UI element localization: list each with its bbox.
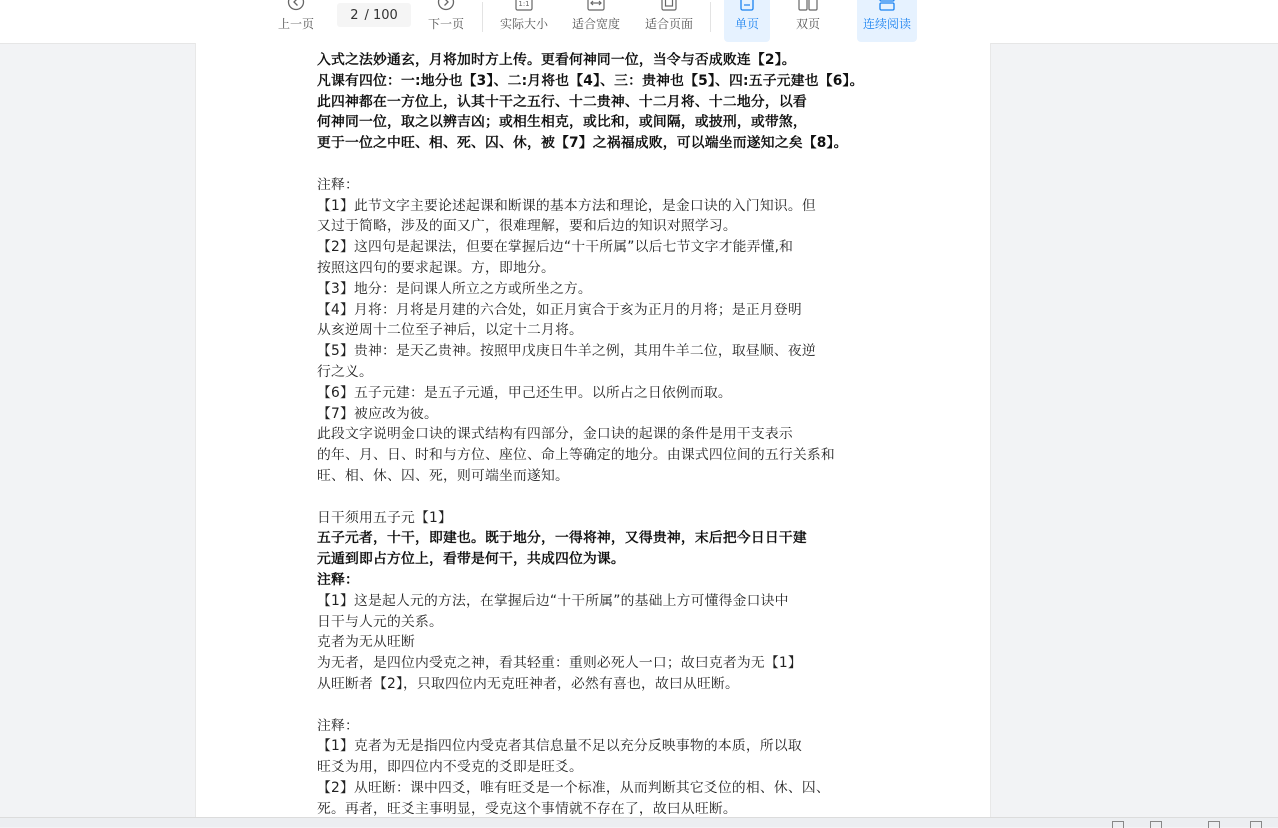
text-line: 【7】被应改为彼。 — [317, 405, 438, 422]
text-line: 【5】贵神：是天乙贵神。按照甲戊庚日牛羊之例，其用牛羊二位，取昼顺、夜逆 — [317, 343, 816, 360]
text-line: 行之义。 — [317, 363, 373, 380]
text-line: 此四神都在一方位上，认其十干之五行、十二贵神、十二月将、十二地分，以看 — [317, 93, 807, 110]
text-line: 入式之法妙通玄，月将加时方上传。更看何神同一位，当令与否成败连【2】。 — [317, 52, 796, 68]
text-line: 旺爻为用，即四位内不受克的爻即是旺爻。 — [317, 759, 583, 776]
next-page-button[interactable] — [424, 0, 468, 42]
blank-line — [317, 154, 877, 175]
text-line: 注释： — [317, 717, 359, 734]
text-line: 【1】此节文字主要论述起课和断课的基本方法和理论，是金口诀的入门知识。但 — [317, 197, 816, 214]
text-line: 注释： — [317, 571, 359, 588]
actual-size-icon — [515, 0, 533, 11]
continuous-reading-icon — [878, 0, 896, 11]
text-line: 从旺断者【2】，只取四位内无克旺神者，必然有喜也，故曰从旺断。 — [317, 675, 739, 692]
fullscreen-icon[interactable] — [1250, 821, 1262, 828]
double-page-label: 双页 — [795, 17, 820, 31]
toolbar-divider — [482, 2, 483, 32]
prev-page-button[interactable] — [274, 0, 318, 42]
text-line: 元遁到即占方位上，看带是何干，共成四位为课。 — [317, 551, 625, 568]
view-icon[interactable] — [1112, 821, 1124, 828]
text-line: 日干须用五子元【1】 — [317, 509, 452, 526]
fit-page-icon — [661, 0, 677, 11]
reader-toolbar — [0, 0, 1278, 44]
text-line: 【2】从旺断：课中四爻，唯有旺爻是一个标准，从而判断其它爻位的相、休、囚、 — [317, 779, 830, 796]
text-line: 旺、相、休、囚、死，则可端坐而遂知。 — [317, 467, 569, 484]
double-page-button[interactable] — [786, 0, 830, 42]
text-line: 【1】这是起人元的方法，在掌握后边“十干所属”的基础上方可懂得金口诀中 — [317, 592, 789, 609]
text-line: 【6】五子元建：是五子元遁，甲己还生甲。以所占之日依例而取。 — [317, 384, 732, 401]
text-line: 凡课有四位：一:地分也【3】、二:月将也【4】、三：贵神也【5】、四:五子元建也【6】。 — [317, 72, 864, 89]
text-line: 【1】克者为无是指四位内受克者其信息量不足以充分反映事物的本质，所以取 — [317, 738, 802, 755]
prev-page-label: 上一页 — [277, 17, 314, 31]
single-page-icon — [740, 0, 754, 11]
text-line: 又过于简略，涉及的面又广，很难理解，要和后边的知识对照学习。 — [317, 218, 737, 235]
zoom-icon[interactable] — [1208, 821, 1220, 828]
page-total: / 100 — [364, 7, 398, 23]
text-line: 【2】这四句是起课法，但要在掌握后边“十干所属”以后七节文字才能弄懂,和 — [317, 239, 794, 256]
text-line: 按照这四句的要求起课。方，即地分。 — [317, 259, 555, 276]
blank-line — [317, 695, 877, 716]
grid-icon[interactable] — [1150, 821, 1162, 828]
text-line: 【4】月将：月将是月建的六合处，如正月寅合于亥为正月的月将；是正月登明 — [317, 301, 802, 318]
document-page — [195, 43, 991, 826]
text-line: 从亥逆周十二位至子神后，以定十二月将。 — [317, 322, 583, 339]
continuous-reading-button[interactable] — [857, 0, 917, 42]
fit-width-label: 适合宽度 — [571, 17, 620, 31]
text-line: 克者为无从旺断 — [317, 634, 415, 651]
document-text — [317, 50, 877, 819]
page-current-input[interactable]: 2 — [350, 7, 359, 23]
fit-width-button[interactable] — [568, 0, 624, 42]
text-line: 五子元者，十干，即建也。既于地分，一得将神，又得贵神，末后把今日日干建 — [317, 530, 807, 547]
next-page-label: 下一页 — [427, 17, 464, 31]
text-line: 更于一位之中旺、相、死、囚、休，被【7】之祸福成败，可以端坐而遂知之矣【8】。 — [317, 135, 848, 152]
text-line: 的年、月、日、时和与方位、座位、命上等确定的地分。由课式四位间的五行关系和 — [317, 447, 835, 464]
continuous-reading-label: 连续阅读 — [862, 17, 911, 31]
actual-size-button[interactable] — [496, 0, 552, 42]
text-line: 何神同一位，取之以辨吉凶；或相生相克，或比和，或间隔，或披刑，或带煞， — [317, 114, 807, 131]
double-page-icon — [798, 0, 818, 11]
page-number-box[interactable] — [337, 3, 411, 27]
single-page-button[interactable] — [724, 0, 770, 42]
svg-text:1:1: 1:1 — [518, 0, 530, 8]
fit-page-label: 适合页面 — [644, 17, 693, 31]
chevron-right-circle-icon — [437, 0, 455, 11]
text-line: 为无者，是四位内受克之神，看其轻重：重则必死人一口；故曰克者为无【1】 — [317, 655, 802, 672]
blank-line — [317, 487, 877, 508]
text-line: 此段文字说明金口诀的课式结构有四部分，金口诀的起课的条件是用干支表示 — [317, 426, 793, 443]
fit-page-button[interactable] — [641, 0, 697, 42]
text-line: 注释： — [317, 176, 359, 193]
actual-size-label: 实际大小 — [499, 17, 548, 31]
toolbar-divider — [710, 2, 711, 32]
text-line: 死。再者，旺爻主事明显，受克这个事情就不存在了，故曰从旺断。 — [317, 800, 737, 817]
chevron-left-circle-icon — [287, 0, 305, 11]
text-line: 【3】地分：是问课人所立之方或所坐之方。 — [317, 280, 592, 297]
text-line: 日干与人元的关系。 — [317, 613, 443, 630]
fit-width-icon — [587, 0, 605, 11]
single-page-label: 单页 — [734, 17, 759, 31]
